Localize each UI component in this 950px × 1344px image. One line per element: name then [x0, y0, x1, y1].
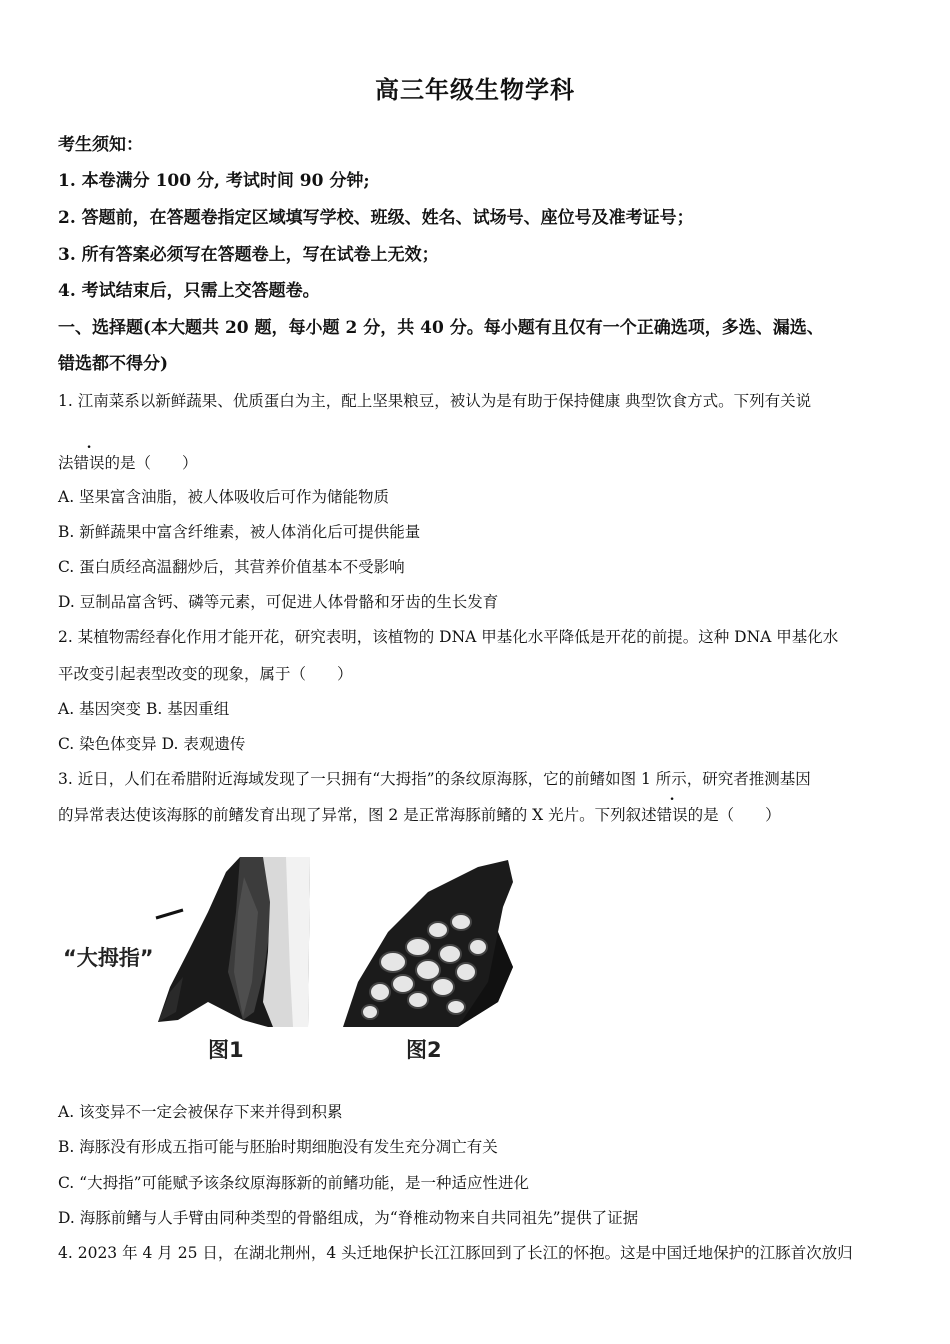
q3-option-d: D. 海豚前鳍与人手臂由同种类型的骨骼组成，为“脊椎动物来自共同祖先”提供了证据 — [58, 1209, 639, 1227]
q1-option-b: B. 新鲜蔬果中富含纤维素，被人体消化后可提供能量 — [58, 523, 421, 541]
q3-option-a: A. 该变异不一定会被保存下来并得到积累 — [58, 1103, 343, 1121]
q3-stem-cont — [58, 803, 781, 825]
emphasis-text — [657, 806, 688, 824]
fig1-caption: 图1 — [208, 1038, 244, 1062]
q2-options-ab: A. 基因突变 B. 基因重组 — [58, 700, 230, 718]
section-heading-cont: 错选都不得分) — [58, 354, 169, 374]
thumb-pointer-line — [156, 910, 183, 918]
q2-stem-cont: 平改变引起表型改变的现象，属于（ ） — [58, 665, 353, 683]
notice-item: 2. 答题前，在答题卷指定区域填写学校、班级、姓名、试场号、座位号及准考证号； — [58, 208, 694, 228]
q3-stem: 3. 近日，人们在希腊附近海域发现了一只拥有“大拇指”的条纹原海豚，它的前鳍如图 1 所示，研究者推测基因 — [58, 770, 811, 788]
text-span: 的异常表达使该海豚的前鳍发育出现了异常，图 2 是正常海豚前鳍的 X 光片。下列叙述 — [58, 806, 657, 824]
emphasis-text — [74, 454, 105, 472]
q2-stem: 2. 某植物需经春化作用才能开花，研究表明，该植物的 DNA 甲基化水平降低是开花的前提。这种 DNA 甲基化水 — [58, 628, 839, 646]
notice-item: 3. 所有答案必须写在答题卷上，写在试卷上无效； — [58, 245, 439, 265]
thumb-label: “大拇指” — [63, 946, 154, 970]
q3-option-c: C. “大拇指”可能赋予该条纹原海豚新的前鳍功能，是一种适应性进化 — [58, 1174, 530, 1192]
q2-options-cd: C. 染色体变异 D. 表观遗传 — [58, 735, 246, 753]
text-span: 的是（ ） — [104, 454, 198, 472]
notice-item: 4. 考试结束后，只需上交答题卷。 — [58, 281, 320, 301]
text-span: 法 — [58, 454, 74, 472]
text-span: 的是（ ） — [687, 806, 781, 824]
text-span: 错误 — [656, 806, 688, 824]
notice-heading: 考生须知： — [58, 135, 143, 155]
q1-option-c: C. 蛋白质经高温翻炒后，其营养价值基本不受影响 — [58, 558, 405, 576]
page-title: 高三年级生物学科 — [375, 75, 575, 104]
q3-option-b: B. 海豚没有形成五指可能与胚胎时期细胞没有发生充分凋亡有关 — [58, 1138, 498, 1156]
q1-stem: 1. 江南菜系以新鲜蔬果、优质蛋白为主，配上坚果粮豆，被认为是有助于保持健康 典型饮食方式。下列有关说 — [58, 392, 812, 410]
section-heading: 一、选择题(本大题共 20 题，每小题 2 分，共 40 分。每小题有且仅有一个正确选项，多选、漏选、 — [58, 318, 824, 338]
q1-stem-cont — [58, 451, 198, 473]
fig2-xray — [343, 860, 513, 1027]
figure-svg — [58, 852, 528, 1067]
q1-option-d: D. 豆制品富含钙、磷等元素，可促进人体骨骼和牙齿的生长发育 — [58, 593, 499, 611]
fig2-caption: 图2 — [406, 1038, 442, 1062]
text-span: 错误 — [73, 454, 105, 472]
fig1-photo — [158, 857, 310, 1027]
q1-option-a: A. 坚果富含油脂，被人体吸收后可作为储能物质 — [58, 488, 390, 506]
dolphin-fin-figure — [58, 852, 528, 1067]
notice-item: 1. 本卷满分 100 分, 考试时间 90 分钟; — [58, 171, 370, 191]
q4-stem: 4. 2023 年 4 月 25 日，在湖北荆州，4 头迁地保护长江江豚回到了长江的怀抱。这是中国迁地保护的江豚首次放归 — [58, 1244, 853, 1262]
